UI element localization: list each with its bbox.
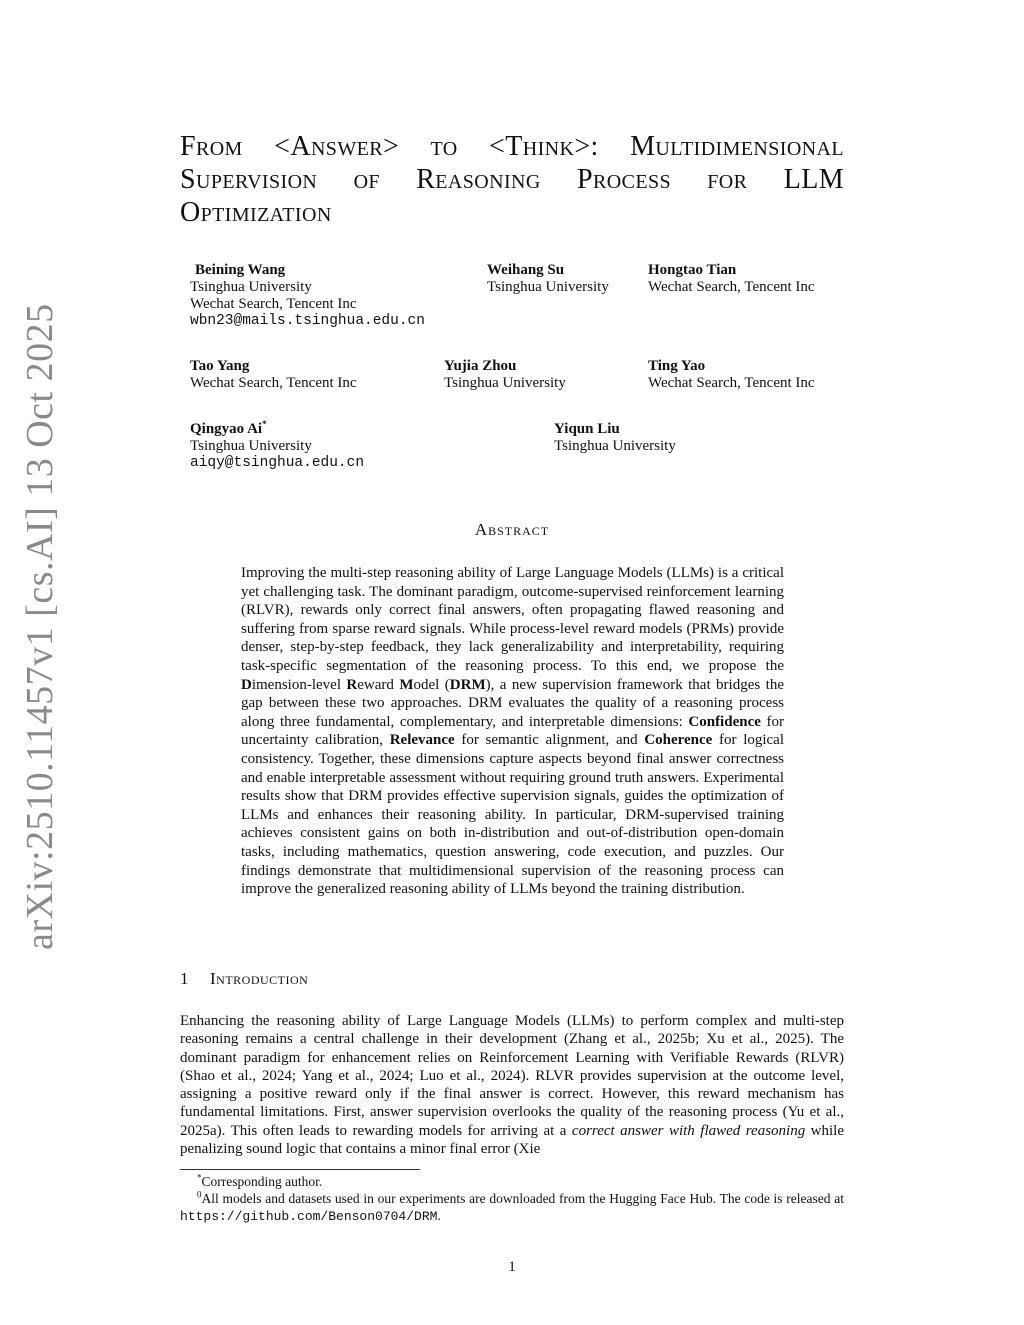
corresponding-author-mark: *: [262, 419, 267, 429]
footnotes: [180, 1173, 844, 1225]
footnote-text: .: [437, 1208, 441, 1223]
abstract-paragraph: [241, 564, 784, 899]
dimension-term: Relevance: [389, 732, 455, 749]
author-email[interactable]: aiqy@tsinghua.edu.cn: [190, 455, 365, 471]
acronym-letter: R: [346, 676, 358, 693]
author-name-row: [190, 421, 364, 438]
paper-title: From <Answer> to <Think>: Multidimensional Supervision of Reasoning Process for LLM Optimization: [180, 131, 844, 228]
code-repository-link[interactable]: https://github.com/Benson0704/DRM: [180, 1209, 438, 1224]
acronym-letter: M: [399, 676, 414, 693]
author-affiliation: Tsinghua University: [190, 279, 312, 295]
footnote: [180, 1173, 844, 1190]
dimension-term: Coherence: [644, 732, 713, 749]
author-name: Yujia Zhou: [444, 358, 517, 374]
footnote: [180, 1190, 844, 1225]
body-text: Enhancing the reasoning ability of Large Language Models (LLMs) to perform complex and multi-step reasoning remains a central challenge in their development (Zhang et al., 2025b; Xu et al., 2025). The dominant paradigm for enhancement relies on Reinforcement Learning with Verifiable Rewards (RLVR) (Shao et al., 2024; Yang et al., 2024; Luo et al., 2024). RLVR provides supervision at the outcome level, assigning a positive reward only if the final answer is correct. However, this reward mechanism has fundamental limitations. First, answer supervision overlooks the quality of the reasoning process (Yu et al., 2025a). This often leads to rewarding models for arriving at a: [180, 1013, 844, 1139]
author-block: [444, 358, 566, 392]
author-affiliation: Wechat Search, Tencent Inc: [648, 279, 815, 295]
author-name: Ting Yao: [648, 358, 706, 374]
abstract-text: ), a new supervision framework that bridges the gap between these two approaches. DRM evaluates the quality of a reasoning process along three fundamental, complementary, and interpretable dimensions:: [241, 676, 784, 730]
abstract-text: odel (: [413, 676, 450, 693]
author-affiliation: Tsinghua University: [190, 438, 312, 454]
author-name: Qingyao Ai: [190, 421, 263, 437]
author-block: [554, 421, 676, 455]
section-heading: [180, 969, 308, 989]
author-block: [190, 421, 364, 472]
author-block: [648, 358, 815, 392]
abstract-text: for uncertainty calibration,: [241, 713, 784, 749]
emphasized-text: correct answer with flawed reasoning: [571, 1122, 806, 1139]
author-block: [648, 262, 815, 296]
author-affiliation: Wechat Search, Tencent Inc: [190, 375, 357, 391]
abstract-text: Improving the multi-step reasoning ability of Large Language Models (LLMs) is a critical yet challenging task. The dominant paradigm, outcome-supervised reinforcement learning (RLVR), rewards only correct final answers, often propagating flawed reasoning and suffering from sparse reward signals. While process-level reward models (PRMs) provide denser, step-by-step feedback, they lack generalizability and interpretability, requiring task-specific segmentation of the reasoning process. To this end, we propose the: [241, 565, 784, 674]
section-title: Introduction: [210, 969, 309, 988]
arxiv-identifier-stamp: arXiv:2510.11457v1 [cs.AI] 13 Oct 2025: [19, 303, 61, 950]
author-name: Yiqun Liu: [554, 421, 620, 437]
author-block: [190, 262, 425, 330]
author-block: [487, 262, 609, 296]
footnote-text: All models and datasets used in our experiments are downloaded from the Hugging Face Hub. The code is released at: [201, 1191, 844, 1206]
author-affiliation: Tsinghua University: [444, 375, 566, 391]
author-affiliation: Wechat Search, Tencent Inc: [648, 375, 815, 391]
model-acronym: DRM: [449, 676, 486, 693]
abstract-heading: Abstract: [474, 520, 550, 539]
abstract-text: for semantic alignment, and: [454, 732, 645, 749]
abstract-text: imension-level: [251, 676, 347, 693]
author-affiliation: Tsinghua University: [487, 279, 609, 295]
abstract-text: for logical consistency. Together, these dimensions capture aspects beyond final answer correctness and enable interpretable assessment without requiring ground truth answers. Experimental results show that DRM provides effective supervision signals, guides the optimization of LLMs and enhances their reasoning ability. In particular, DRM-supervised training achieves consistent gains on both in-distribution and out-of-distribution open-domain tasks, including mathematics, question answering, code execution, and puzzles. Our findings demonstrate that multidimensional supervision of the reasoning process can improve the generalized reasoning ability of LLMs beyond the training distribution.: [241, 732, 785, 898]
footnote-mark: 0: [197, 1189, 202, 1200]
introduction-paragraph: [180, 1012, 844, 1158]
author-name: Beining Wang: [195, 262, 286, 278]
section-number: 1: [180, 969, 189, 988]
author-affiliation: Tsinghua University: [554, 438, 676, 454]
footnote-divider: [180, 1169, 420, 1170]
acronym-letter: D: [241, 676, 252, 693]
author-affiliation: Wechat Search, Tencent Inc: [190, 296, 357, 312]
author-block: [190, 358, 357, 392]
author-email[interactable]: wbn23@mails.tsinghua.edu.cn: [190, 313, 425, 329]
author-name: Weihang Su: [487, 262, 565, 278]
body-text: while penalizing sound logic that contains a minor final error (Xie: [180, 1122, 845, 1158]
dimension-term: Confidence: [688, 713, 761, 730]
author-name: Hongtao Tian: [648, 262, 737, 278]
author-name: Tao Yang: [190, 358, 250, 374]
abstract-text: eward: [357, 676, 400, 693]
footnote-mark: *: [197, 1172, 202, 1183]
page-number: 1: [508, 1259, 516, 1275]
footnote-text: Corresponding author.: [201, 1174, 323, 1189]
